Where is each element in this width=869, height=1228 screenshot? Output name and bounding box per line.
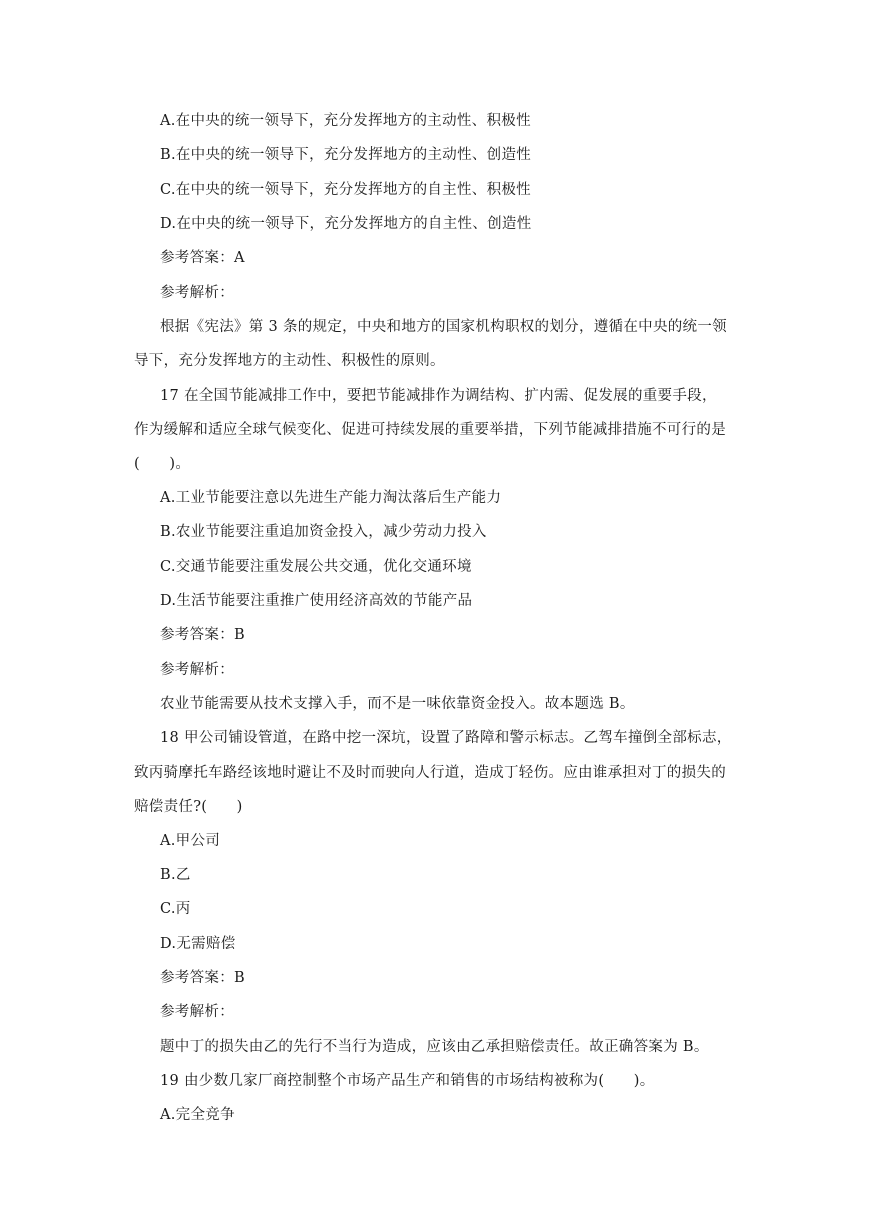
- q18-option-c: C.丙: [160, 901, 191, 917]
- q18-option-a: A.甲公司: [160, 833, 221, 849]
- q17-option-d: D.生活节能要注重推广使用经济高效的节能产品: [160, 593, 473, 609]
- q16-analysis-line-1: 根据《宪法》第 3 条的规定，中央和地方的国家机构职权的划分，遵循在中央的统一领: [160, 319, 727, 335]
- q16-option-c: C.在中央的统一领导下，充分发挥地方的自主性、积极性: [160, 182, 531, 198]
- q17-option-c: C.交通节能要注重发展公共交通，优化交通环境: [160, 559, 472, 575]
- q16-option-a: A.在中央的统一领导下，充分发挥地方的主动性、积极性: [160, 113, 531, 129]
- q19-question-line-1: 19 由少数几家厂商控制整个市场产品生产和销售的市场结构被称为( )。: [160, 1073, 655, 1089]
- q16-option-d: D.在中央的统一领导下，充分发挥地方的自主性、创造性: [160, 216, 532, 232]
- q18-question-line-2: 致丙骑摩托车路经该地时避让不及时而驶向人行道，造成丁轻伤。应由谁承担对丁的损失的: [134, 765, 726, 781]
- q18-analysis-label: 参考解析：: [160, 1004, 234, 1020]
- q17-question-line-3: ( )。: [134, 456, 191, 472]
- q18-option-b: B.乙: [160, 867, 191, 883]
- q18-answer: 参考答案：B: [160, 970, 245, 986]
- q17-analysis-line-1: 农业节能需要从技术支撑入手，而不是一味依靠资金投入。故本题选 B。: [160, 696, 635, 712]
- q16-analysis-line-2: 导下，充分发挥地方的主动性、积极性的原则。: [134, 353, 445, 369]
- q17-answer: 参考答案：B: [160, 627, 245, 643]
- q17-option-a: A.工业节能要注意以先进生产能力淘汰落后生产能力: [160, 490, 502, 506]
- q17-question-line-2: 作为缓解和适应全球气候变化、促进可持续发展的重要举措，下列节能减排措施不可行的是: [134, 422, 726, 438]
- q18-option-d: D.无需赔偿: [160, 936, 236, 952]
- q16-analysis-label: 参考解析：: [160, 285, 234, 301]
- q16-answer: 参考答案：A: [160, 250, 245, 266]
- q18-question-line-3: 赔偿责任?( ): [134, 799, 243, 815]
- q17-analysis-label: 参考解析：: [160, 662, 234, 678]
- q16-option-b: B.在中央的统一领导下，充分发挥地方的主动性、创造性: [160, 147, 532, 163]
- q17-option-b: B.农业节能要注重追加资金投入，减少劳动力投入: [160, 524, 487, 540]
- q18-question-line-1: 18 甲公司铺设管道，在路中挖一深坑，设置了路障和警示标志。乙驾车撞倒全部标志，: [160, 730, 732, 746]
- q19-option-a: A.完全竞争: [160, 1107, 235, 1123]
- q17-question-line-1: 17 在全国节能减排工作中，要把节能减排作为调结构、扩内需、促发展的重要手段，: [160, 388, 717, 404]
- q18-analysis-line-1: 题中丁的损失由乙的先行不当行为造成，应该由乙承担赔偿责任。故正确答案为 B。: [160, 1039, 709, 1055]
